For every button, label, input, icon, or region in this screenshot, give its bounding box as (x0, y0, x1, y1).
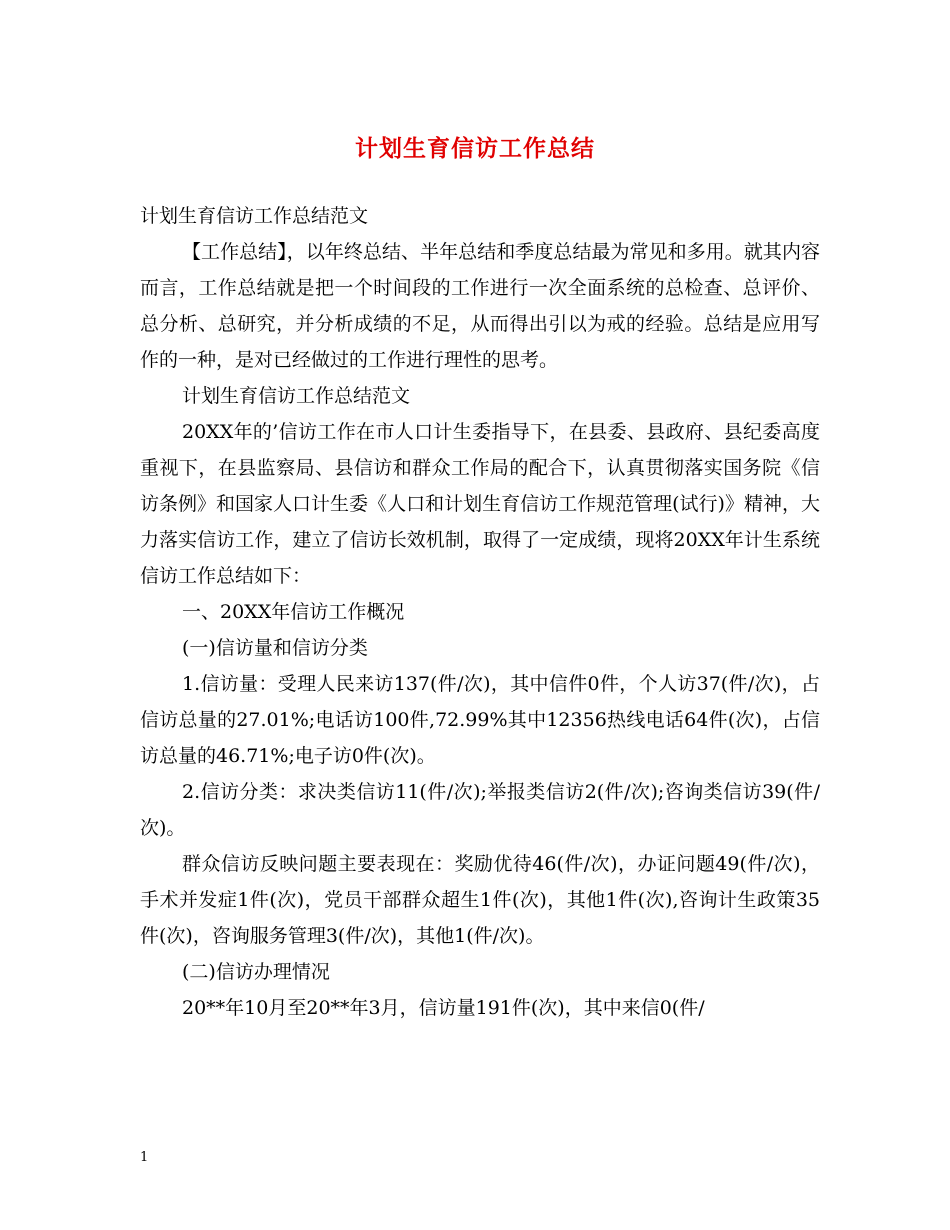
paragraph-intro: 【工作总结】，以年终总结、半年总结和季度总结最为常见和多用。就其内容而言，工作总结就是把一个时间段的工作进行一次全面系统的总检查、总评价、总分析、总研究，并分析成绩的不足，从而得出引以为戒的经验。总结是应用写作的一种，是对已经做过的工作进行理性的思考。 (140, 241, 820, 371)
document-title: 计划生育信访工作总结 (355, 135, 595, 162)
document-body (140, 198, 820, 1026)
page-number: 1 (140, 1150, 149, 1165)
paragraph-subtitle: 计划生育信访工作总结范文 (140, 205, 369, 227)
paragraph-classification: 2.信访分类：求决类信访11(件/次);举报类信访2(件/次);咨询类信访39(件/次)。 (140, 781, 820, 839)
paragraph-handling: 20**年10月至20**年3月，信访量191件(次)，其中来信0(件/ (182, 997, 705, 1019)
paragraph-heading-fanwen: 计划生育信访工作总结范文 (182, 385, 411, 407)
paragraph-issues: 群众信访反映问题主要表现在：奖励优待46(件/次)，办证问题49(件/次)，手术并发症1件(次)，党员干部群众超生1件(次)，其他1件(次),咨询计生政策35件(次)，咨询服务管理3(件/次)，其他1(件/次)。 (140, 853, 820, 947)
paragraph-overview: 20XX年的’信访工作在市人口计生委指导下，在县委、县政府、县纪委高度重视下，在县监察局、县信访和群众工作局的配合下，认真贯彻落实国务院《信访条例》和国家人口计生委《人口和计划生育信访工作规范管理(试行)》精神，大力落实信访工作，建立了信访长效机制，取得了一定成绩，现将20XX年计生系统信访工作总结如下： (140, 421, 820, 587)
section-heading-1: 一、20XX年信访工作概况 (182, 601, 405, 623)
subsection-heading-1: (一)信访量和信访分类 (182, 637, 368, 659)
subsection-heading-2: (二)信访办理情况 (182, 961, 330, 983)
paragraph-volume: 1.信访量：受理人民来访137(件/次)，其中信件0件，个人访37(件/次)，占信访总量的27.01%;电话访100件,72.99%其中12356热线电话64件(次)，占信访总量的46.71%;电子访0件(次)。 (140, 673, 820, 767)
